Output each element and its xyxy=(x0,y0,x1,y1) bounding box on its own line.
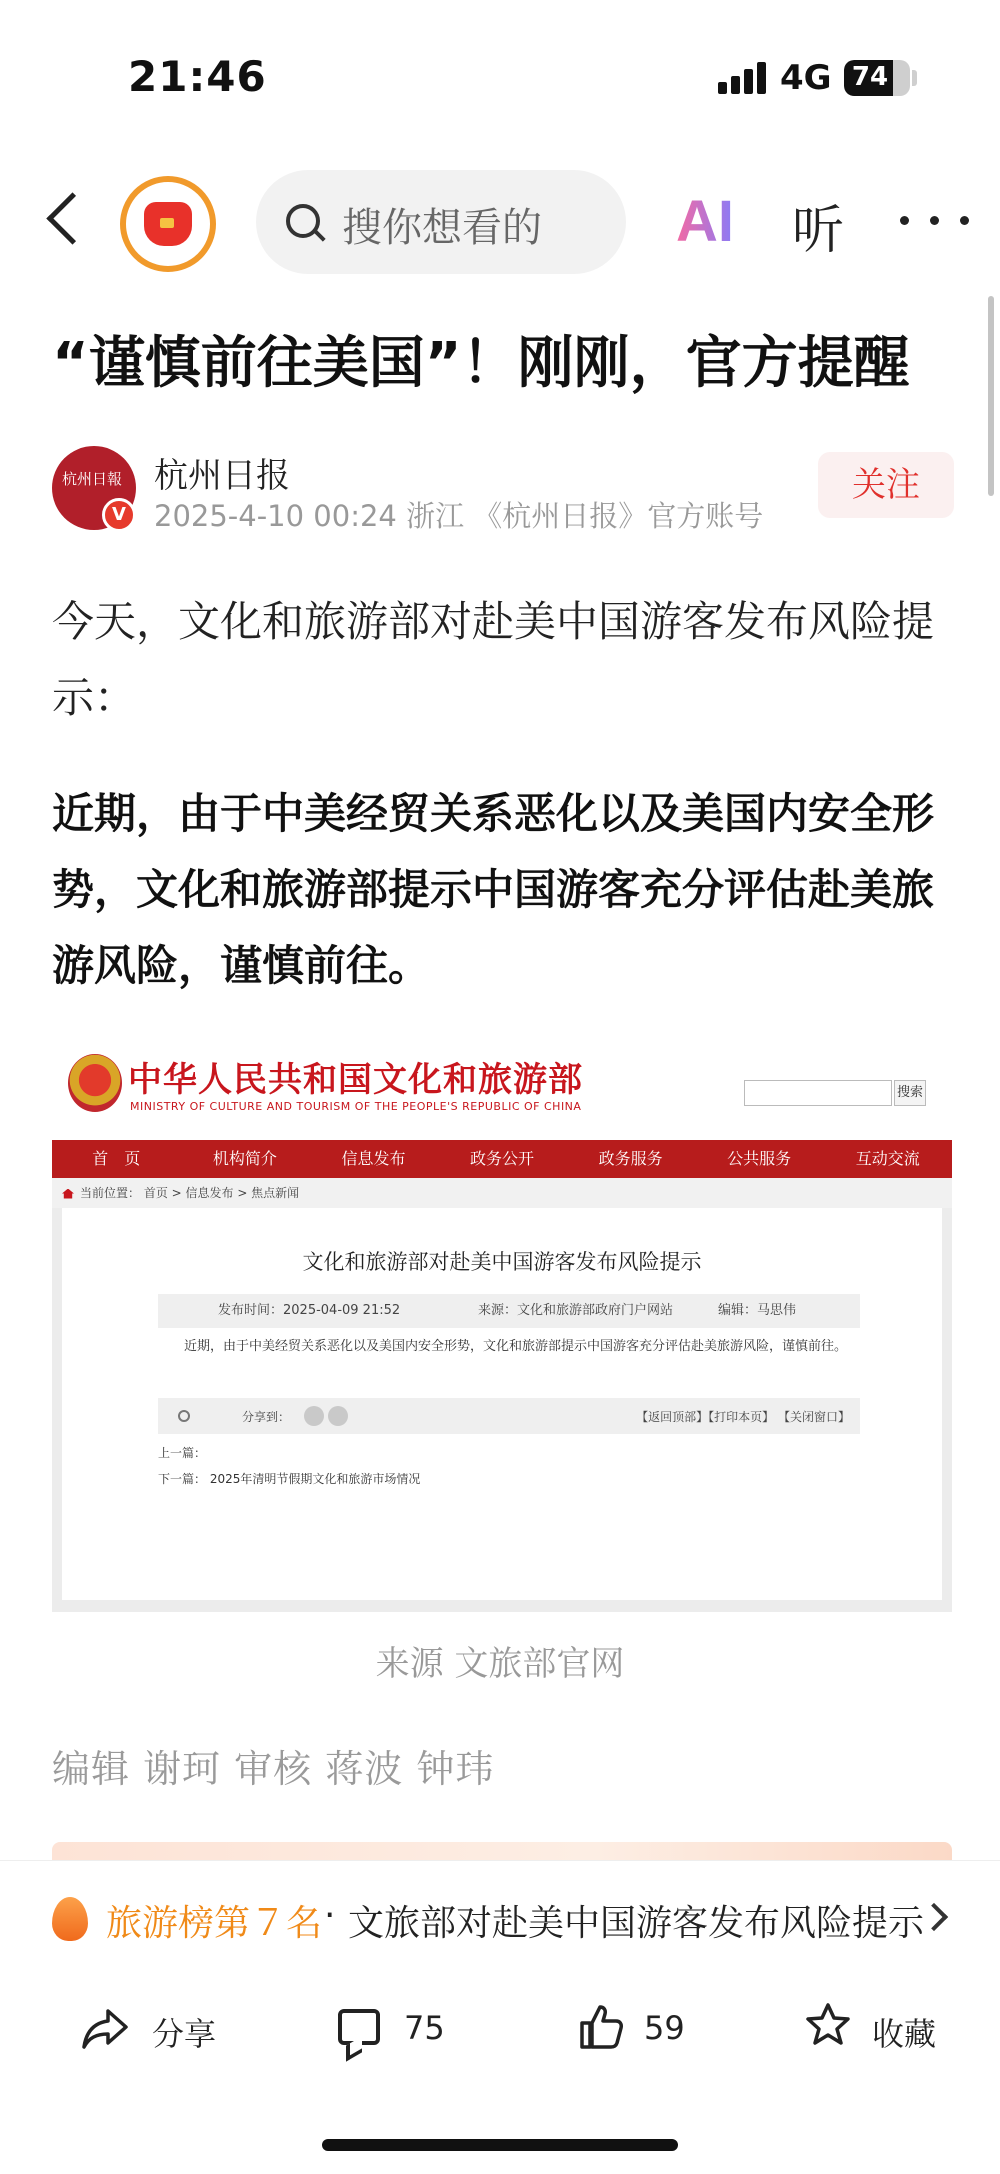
status-time: 21:46 xyxy=(128,52,267,101)
verified-badge-icon: V xyxy=(102,498,136,532)
embed-share-bar xyxy=(158,1398,860,1434)
top-nav xyxy=(0,160,1000,280)
embed-nav-item: 政务服务 xyxy=(598,1149,663,1168)
network-label: 4G xyxy=(780,58,832,98)
embed-share-label: 分享到： xyxy=(242,1410,291,1424)
embed-nav-item: 机构简介 xyxy=(212,1149,277,1168)
embed-search-input xyxy=(744,1080,892,1106)
favorite-label: 收藏 xyxy=(872,2015,937,2053)
embed-site-subtitle: MINISTRY OF CULTURE AND TOURISM OF THE PEOPLE'S REPUBLIC OF CHINA xyxy=(130,1100,582,1113)
author-meta: 2025-4-10 00:24 浙江 《杭州日报》官方账号 xyxy=(154,499,764,533)
search-icon xyxy=(286,204,320,238)
embedded-website-image[interactable] xyxy=(52,1038,952,1612)
like-button[interactable] xyxy=(578,1991,718,2071)
comment-count: 75 xyxy=(404,2009,445,2047)
avatar-logo-text: 杭州日報 xyxy=(62,470,123,488)
battery-level: 74 xyxy=(851,62,889,92)
like-count: 59 xyxy=(644,2009,685,2047)
more-dot-icon xyxy=(930,216,939,225)
embed-breadcrumb xyxy=(52,1178,952,1208)
embed-search-button: 搜索 xyxy=(894,1080,926,1106)
action-bar xyxy=(0,1991,1000,2071)
embed-nav-item: 公共服务 xyxy=(727,1149,792,1168)
fire-icon xyxy=(52,1897,88,1941)
listen-button[interactable]: 听 xyxy=(792,201,845,261)
hot-list-row[interactable] xyxy=(52,1891,952,1951)
more-dot-icon xyxy=(900,216,909,225)
signal-icon xyxy=(718,62,766,94)
embed-panel xyxy=(62,1208,942,1600)
embed-info-bar xyxy=(158,1294,860,1328)
hot-title: 文旅部对赴美中国游客发布风险提示 xyxy=(348,1903,925,1944)
article-paragraph-bold: 近期，由于中美经贸关系恶化以及美国内安全形势，文化和旅游部提示中国游客充分评估赴美旅游风险，谨慎前往。 xyxy=(52,789,935,990)
article-title: “谨慎前往美国”！刚刚，官方提醒 xyxy=(52,331,910,396)
app-logo-button[interactable] xyxy=(120,176,216,272)
article-paragraph: 今天，文化和旅游部对赴美中国游客发布风险提示： xyxy=(52,597,935,722)
battery-icon xyxy=(844,60,910,96)
author-row xyxy=(52,446,952,536)
embed-source: 来源：文化和旅游部政府门户网站 xyxy=(478,1303,674,1318)
scroll-indicator[interactable] xyxy=(988,296,994,496)
battery-nub xyxy=(912,70,917,86)
embed-nav-item: 政务公开 xyxy=(470,1149,535,1168)
image-caption: 来源 文旅部官网 xyxy=(375,1644,625,1684)
embed-nav-item: 信息发布 xyxy=(341,1149,406,1168)
star-icon xyxy=(804,2001,852,2049)
home-icon xyxy=(62,1189,74,1199)
comment-icon xyxy=(338,2009,380,2045)
embed-prev-link: 上一篇： xyxy=(158,1446,207,1460)
share-nodes-icon xyxy=(178,1410,190,1422)
embed-body xyxy=(52,1208,952,1612)
embed-nav-item: 首 页 xyxy=(92,1149,141,1168)
national-emblem-icon xyxy=(68,1054,122,1112)
hot-rank-label: 旅游榜第７名 xyxy=(106,1903,323,1944)
embed-article-title: 文化和旅游部对赴美中国游客发布风险提示 xyxy=(302,1250,702,1274)
home-indicator[interactable] xyxy=(322,2139,678,2151)
ai-button[interactable]: AI xyxy=(676,189,734,254)
favorite-button[interactable] xyxy=(804,1991,964,2071)
embed-nav xyxy=(52,1140,952,1178)
hot-separator: · xyxy=(324,1895,336,1936)
weibo-icon xyxy=(328,1406,348,1426)
embed-body-text: 近期，由于中美经贸关系恶化以及美国内安全形势，文化和旅游部提示中国游客充分评估赴美旅游风险，谨慎前往。 xyxy=(184,1339,848,1354)
editor-credits: 编辑 谢珂 审核 蒋波 钟玮 xyxy=(52,1747,495,1791)
share-icon xyxy=(82,2007,128,2051)
embed-nav-item: 互动交流 xyxy=(855,1149,920,1168)
thumbs-up-icon xyxy=(578,2003,624,2051)
embed-site-title: 中华人民共和国文化和旅游部 xyxy=(128,1060,583,1100)
author-name[interactable]: 杭州日报 xyxy=(154,456,290,496)
embed-header xyxy=(52,1038,952,1138)
embed-editor: 编辑：马思伟 xyxy=(718,1303,797,1318)
status-bar xyxy=(0,0,1000,160)
more-options-button[interactable] xyxy=(900,212,990,232)
bottom-bar xyxy=(0,1860,1000,2174)
comment-button[interactable] xyxy=(338,1991,478,2071)
red-bag-icon xyxy=(144,202,192,246)
search-box[interactable] xyxy=(256,170,626,274)
search-placeholder: 搜你想看的 xyxy=(342,205,542,251)
more-dot-icon xyxy=(960,216,969,225)
embed-page-actions: 【返回顶部】【打印本页】 【关闭窗口】 xyxy=(636,1410,850,1424)
wechat-icon xyxy=(304,1406,324,1426)
follow-button[interactable]: 关注 xyxy=(818,452,954,518)
embed-publish-time: 发布时间：2025-04-09 21:52 xyxy=(218,1303,401,1318)
embed-breadcrumb-text: 当前位置： 首页 > 信息发布 > 焦点新闻 xyxy=(80,1186,300,1200)
embed-next-link: 下一篇： 2025年清明节假期文化和旅游市场情况 xyxy=(158,1472,421,1486)
back-button[interactable] xyxy=(40,188,90,252)
share-label: 分享 xyxy=(152,2015,217,2053)
share-button[interactable] xyxy=(82,1991,232,2071)
